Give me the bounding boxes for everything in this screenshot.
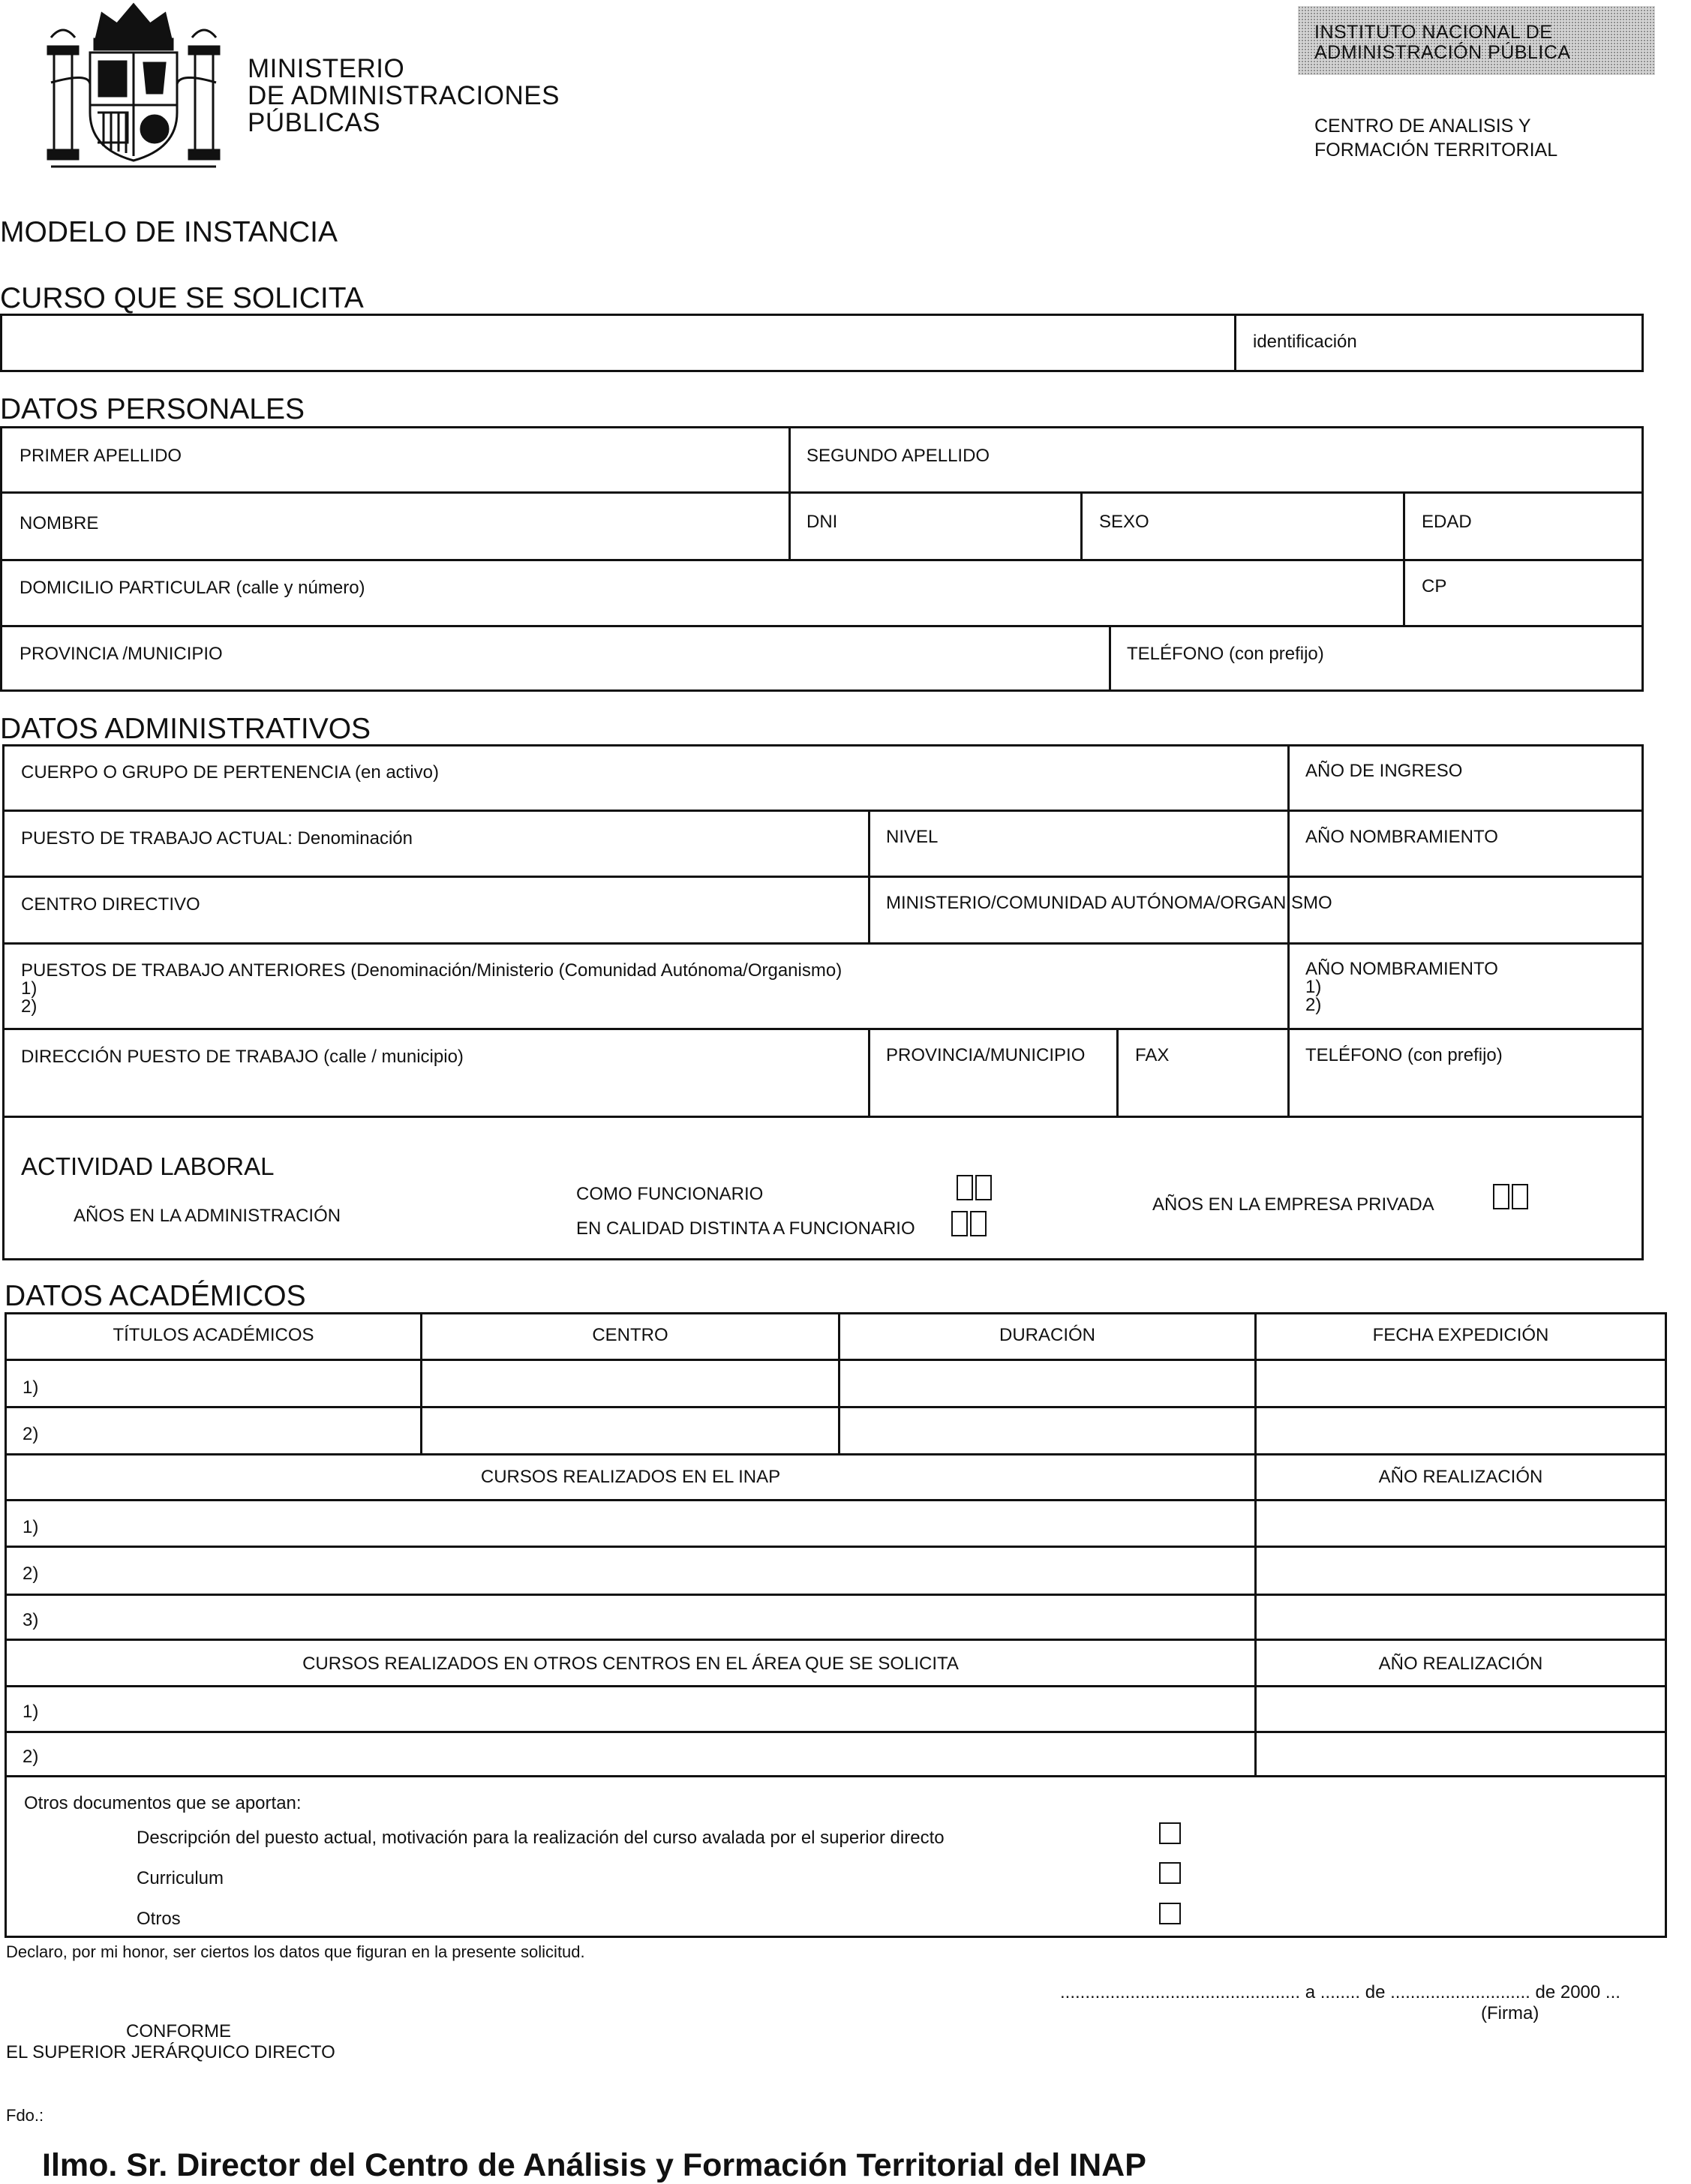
directive-center-label: CENTRO DIRECTIVO: [21, 894, 200, 915]
ministry-label: MINISTERIO/COMUNIDAD AUTÓNOMA/ORGANISMO: [886, 893, 1332, 913]
superior-label: EL SUPERIOR JERÁRQUICO DIRECTO: [6, 2042, 335, 2062]
addressee-line: Ilmo. Sr. Director del Centro de Análisis y Formación Territorial del INAP: [42, 2147, 1146, 2183]
official-years-digit-2[interactable]: [975, 1175, 992, 1200]
inap-year-header: AÑO REALIZACIÓN: [1378, 1467, 1543, 1487]
official-years-digit-1[interactable]: [957, 1175, 973, 1200]
col-issue-date: FECHA EXPEDICIÓN: [1372, 1325, 1549, 1345]
previous-post-2: 2): [21, 996, 38, 1017]
institute-line-2: ADMINISTRACIÓN PÚBLICA: [1314, 42, 1571, 63]
private-years-digit-2[interactable]: [1512, 1184, 1528, 1209]
years-private-label: AÑOS EN LA EMPRESA PRIVADA: [1152, 1194, 1434, 1215]
course-input[interactable]: [2, 316, 1234, 370]
inap-row-3: 3): [23, 1610, 39, 1630]
address-label: DOMICILIO PARTICULAR (calle y número): [20, 578, 365, 598]
previous-posts-label: PUESTOS DE TRABAJO ANTERIORES (Denominación/Ministerio (Comunidad Autónoma/Organismo): [21, 960, 842, 981]
first-surname-label: PRIMER APELLIDO: [20, 446, 182, 466]
work-province-label: PROVINCIA/MUNICIPIO: [886, 1045, 1086, 1065]
other-year-header: AÑO REALIZACIÓN: [1378, 1654, 1543, 1674]
center-line-2: FORMACIÓN TERRITORIAL: [1314, 140, 1558, 161]
other-row-1: 1): [23, 1702, 39, 1722]
doc-description-label: Descripción del puesto actual, motivación para la realización del curso avalada por el superior directo: [137, 1828, 945, 1848]
declaration-text: Declaro, por mi honor, ser ciertos los datos que figuran en la presente solicitud.: [6, 1942, 585, 1961]
col-titles: TÍTULOS ACADÉMICOS: [113, 1325, 314, 1345]
admin-heading: DATOS ADMINISTRATIVOS: [0, 713, 371, 745]
second-surname-label: SEGUNDO APELLIDO: [806, 446, 990, 466]
inap-row-2: 2): [23, 1564, 39, 1584]
date-signature-line[interactable]: ................................................ a ........ de ............................ de 2000 ...: [1060, 1982, 1620, 2002]
sex-label: SEXO: [1099, 512, 1149, 532]
as-official-label: COMO FUNCIONARIO: [576, 1184, 764, 1204]
ministry-line-3: PÚBLICAS: [248, 108, 381, 137]
personal-heading: DATOS PERSONALES: [0, 393, 305, 425]
academic-heading: DATOS ACADÉMICOS: [5, 1280, 306, 1312]
coat-of-arms-icon: [44, 0, 224, 173]
previous-year-label: AÑO NOMBRAMIENTO: [1305, 959, 1498, 979]
previous-year-1: 1): [1305, 977, 1322, 997]
ministry-line-1: MINISTERIO: [248, 54, 405, 83]
course-heading: CURSO QUE SE SOLICITA: [0, 282, 364, 314]
doc-description-checkbox[interactable]: [1159, 1822, 1181, 1844]
inap-courses-header: CURSOS REALIZADOS EN EL INAP: [480, 1467, 781, 1487]
col-center: CENTRO: [592, 1325, 668, 1345]
current-post-label: PUESTO DE TRABAJO ACTUAL: Denominación: [21, 828, 413, 849]
work-phone-label: TELÉFONO (con prefijo): [1305, 1045, 1503, 1065]
corps-label: CUERPO O GRUPO DE PERTENENCIA (en activo): [21, 762, 440, 783]
work-address-label: DIRECCIÓN PUESTO DE TRABAJO (calle / municipio): [21, 1047, 464, 1067]
entry-year-label: AÑO DE INGRESO: [1305, 761, 1463, 781]
name-label: NOMBRE: [20, 513, 99, 533]
title-row-2: 2): [23, 1424, 39, 1444]
doc-others-label: Otros: [137, 1909, 181, 1929]
other-courses-header: CURSOS REALIZADOS EN OTROS CENTROS EN EL ÁREA QUE SE SOLICITA: [302, 1654, 959, 1674]
private-years-digit-1[interactable]: [1493, 1184, 1509, 1209]
years-admin-label: AÑOS EN LA ADMINISTRACIÓN: [74, 1206, 341, 1226]
ministry-name: [248, 56, 560, 137]
level-label: NIVEL: [886, 827, 939, 847]
center-line-1: CENTRO DE ANALISIS Y: [1314, 116, 1531, 137]
inap-row-1: 1): [23, 1517, 39, 1537]
form-title: MODELO DE INSTANCIA: [0, 216, 338, 248]
title-row-1: 1): [23, 1377, 39, 1398]
center-name: [1314, 114, 1557, 162]
doc-others-checkbox[interactable]: [1159, 1903, 1181, 1924]
other-docs-label: Otros documentos que se aportan:: [24, 1793, 302, 1813]
fdo-label: Fdo.:: [6, 2106, 44, 2125]
province-label: PROVINCIA /MUNICIPIO: [20, 644, 223, 664]
as-other-label: EN CALIDAD DISTINTA A FUNCIONARIO: [576, 1218, 915, 1239]
activity-heading: ACTIVIDAD LABORAL: [21, 1152, 275, 1180]
previous-year-2: 2): [1305, 995, 1322, 1015]
institute-line-1: INSTITUTO NACIONAL DE: [1314, 22, 1553, 43]
phone-label: TELÉFONO (con prefijo): [1127, 644, 1324, 664]
postal-code-label: CP: [1422, 576, 1447, 596]
other-years-digit-1[interactable]: [951, 1211, 968, 1236]
admin-table: [2, 744, 1644, 1260]
appointment-year-label: AÑO NOMBRAMIENTO: [1305, 827, 1498, 847]
col-duration: DURACIÓN: [999, 1325, 1095, 1345]
conforme-label: CONFORME: [126, 2021, 231, 2041]
doc-curriculum-checkbox[interactable]: [1159, 1862, 1181, 1884]
doc-curriculum-label: Curriculum: [137, 1868, 224, 1888]
dni-label: DNI: [806, 512, 838, 532]
other-row-2: 2): [23, 1747, 39, 1767]
signature-label: (Firma): [1481, 2003, 1539, 2023]
previous-post-1: 1): [21, 978, 38, 999]
age-label: EDAD: [1422, 512, 1472, 532]
fax-label: FAX: [1135, 1045, 1170, 1065]
course-id-label: identificación: [1253, 332, 1357, 352]
course-id-input[interactable]: [1236, 316, 1641, 370]
other-years-digit-2[interactable]: [970, 1211, 987, 1236]
institute-box: [1298, 6, 1655, 75]
ministry-line-2: DE ADMINISTRACIONES: [248, 81, 560, 110]
